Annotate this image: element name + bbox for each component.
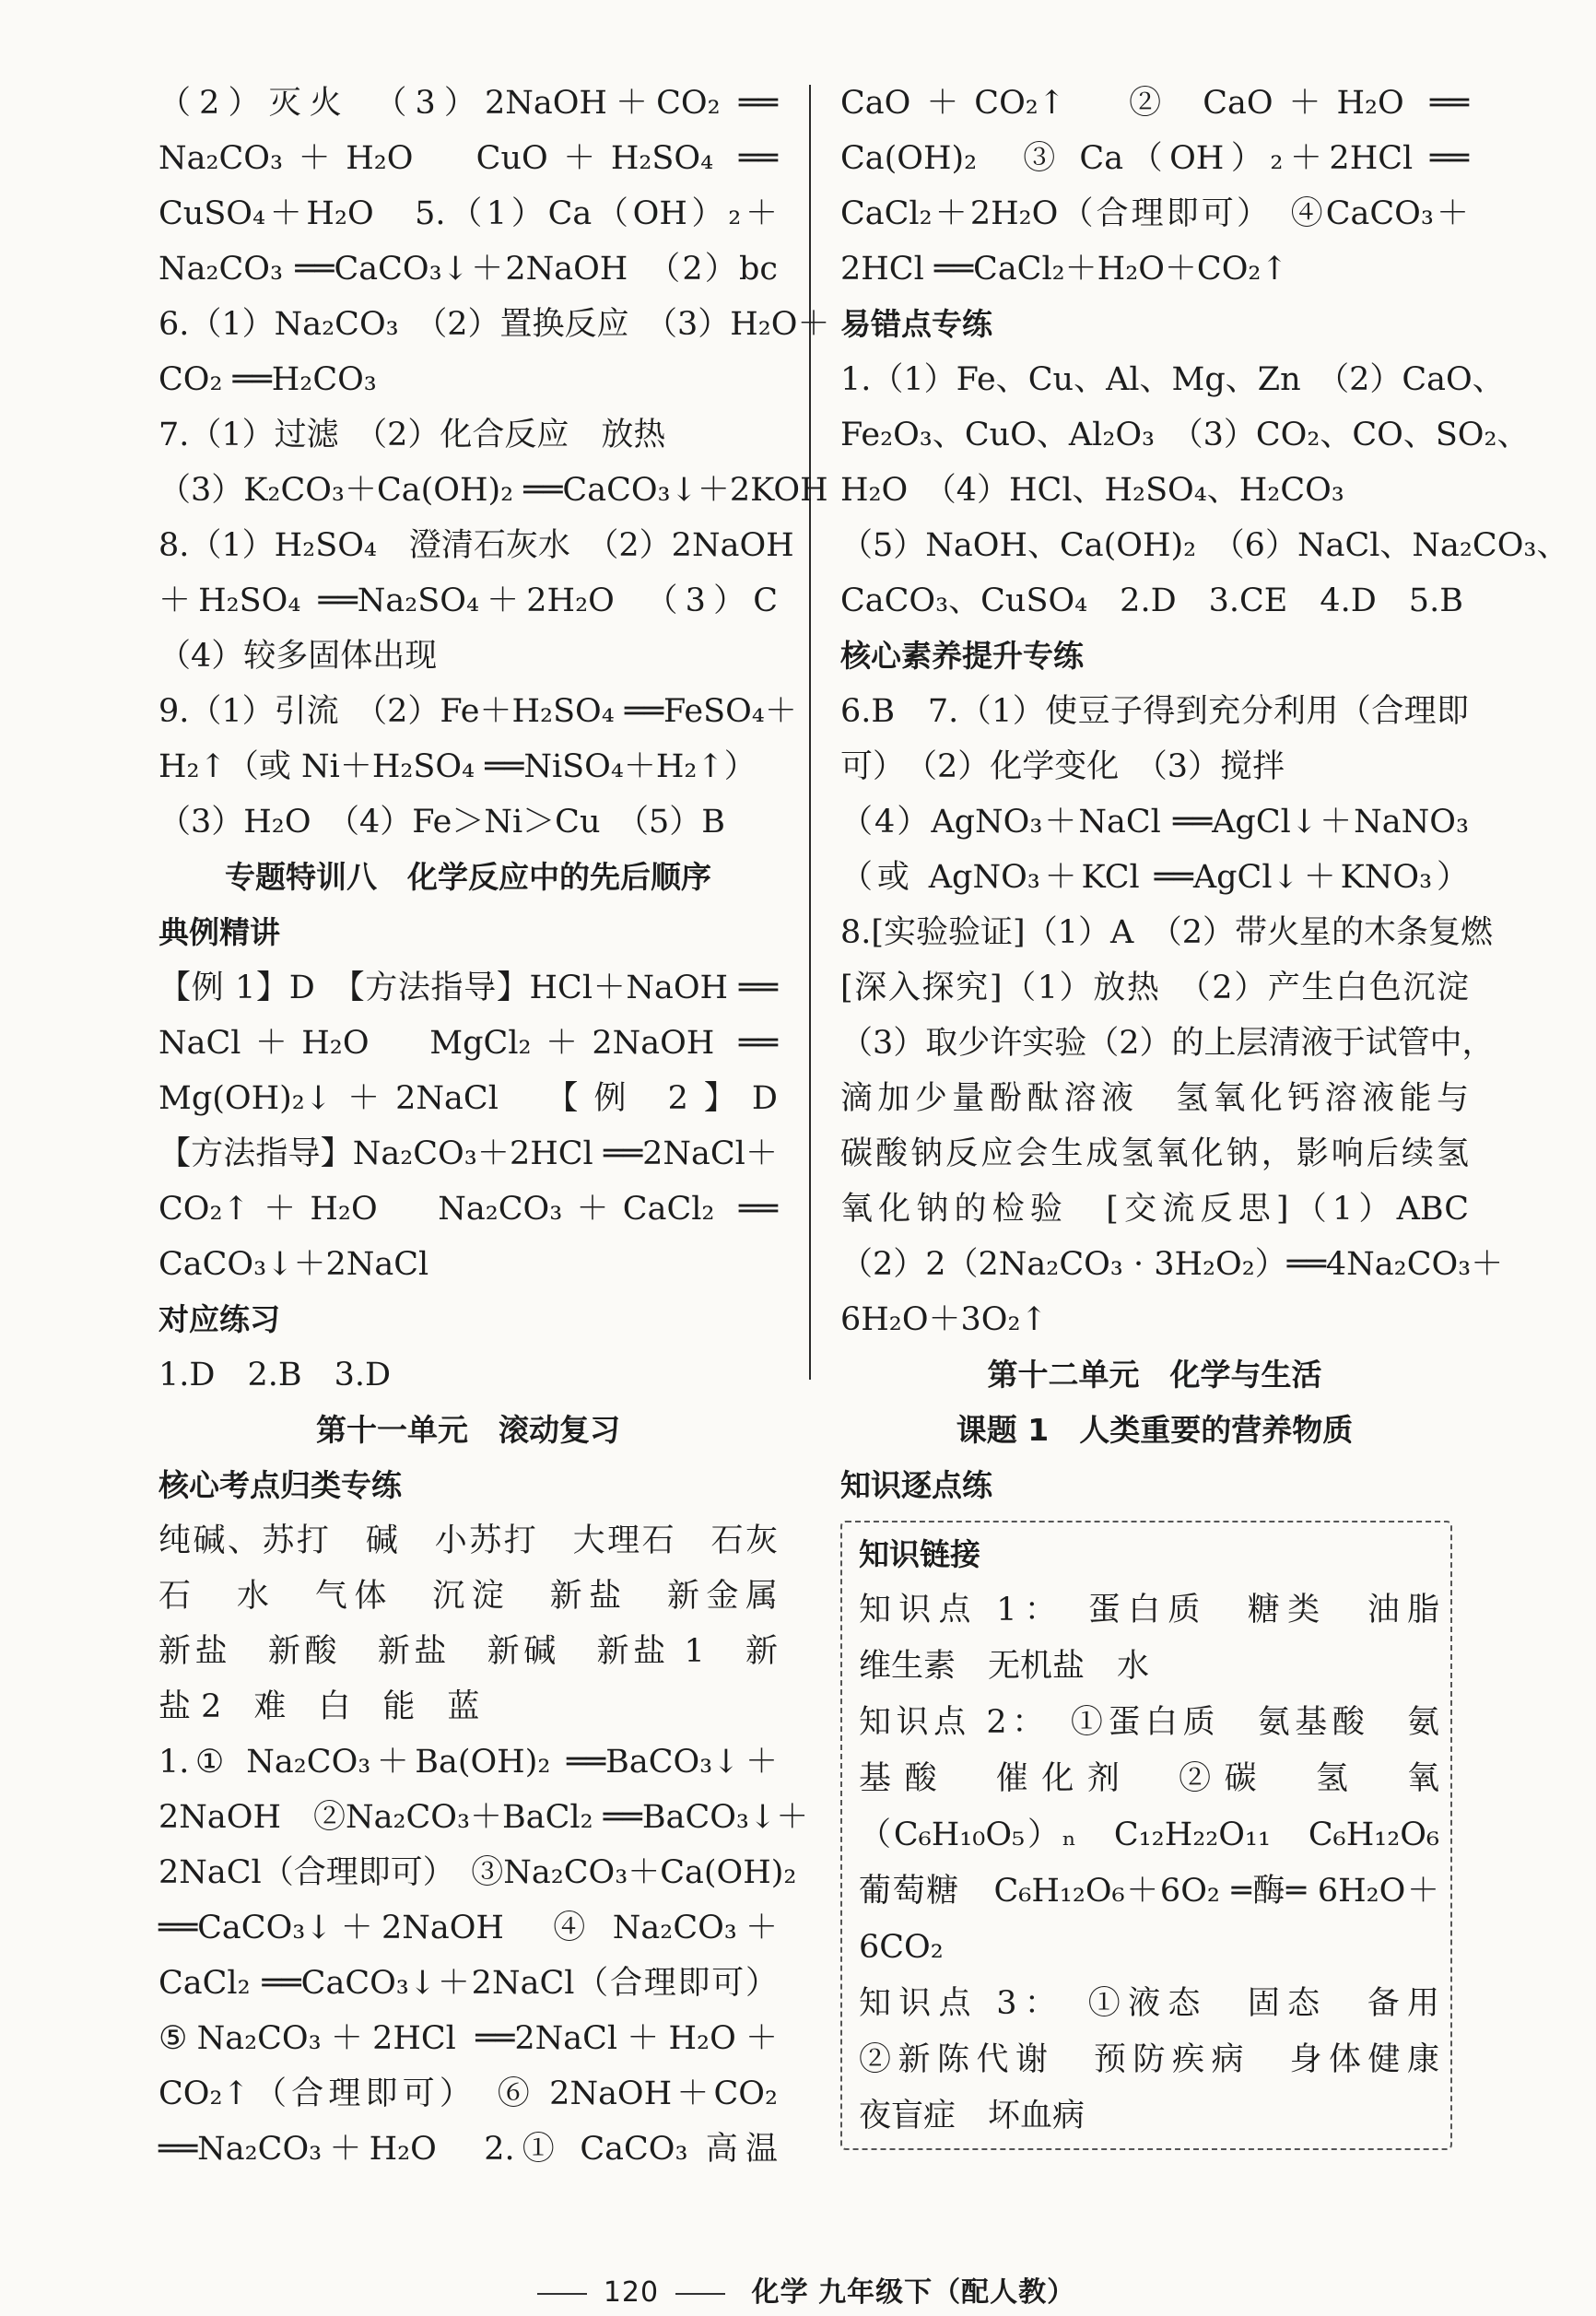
right-column — [840, 76, 1569, 2150]
answer-line: （3）K₂CO₃＋Ca(OH)₂ ══CaCO₃↓＋2KOH — [158, 472, 828, 509]
answer-line: CaCl₂ ══CaCO₃↓＋2NaCl（合理即可） — [158, 1965, 778, 2002]
subsection-title: 知识逐点练 — [840, 1467, 992, 1503]
answer-line: 纯碱、苏打 碱 小苏打 大理石 石灰 — [158, 1522, 778, 1559]
section-title: 专题特训八 化学反应中的先后顺序 — [225, 859, 711, 895]
answer-line: Mg(OH)₂↓＋2NaCl 【例 2】D — [158, 1080, 778, 1117]
answer-line: CaO＋CO₂↑ ② CaO＋H₂O ══ — [840, 85, 1469, 122]
answer-line: CaCO₃、CuSO₄ 2.D 3.CE 4.D 5.B — [840, 582, 1463, 619]
answer-line: CuSO₄＋H₂O 5.（1）Ca（OH）₂＋ — [158, 195, 778, 232]
footer-dash — [537, 2293, 587, 2295]
answer-line: （4）AgNO₃＋NaCl ══AgCl↓＋NaNO₃ — [840, 804, 1469, 841]
knowledge-line: 知识点 2： ①蛋白质 氨基酸 氨 — [859, 1704, 1439, 1741]
answer-line: （2）2（2Na₂CO₃ · 3H₂O₂）══4Na₂CO₃＋ — [840, 1246, 1504, 1283]
answer-line: 2NaOH ②Na₂CO₃＋BaCl₂ ══BaCO₃↓＋ — [158, 1799, 809, 1836]
answer-line: ＋H₂SO₄ ══Na₂SO₄＋2H₂O （3）C — [158, 582, 778, 619]
knowledge-line: 6CO₂ — [859, 1929, 944, 1966]
answer-line: ══Na₂CO₃＋H₂O 2.① CaCO₃ 高温 — [158, 2131, 778, 2168]
lesson-title: 课题 1 人类重要的营养物质 — [956, 1412, 1354, 1448]
subsection-title: 核心素养提升专练 — [840, 638, 1084, 674]
answer-line: 新盐 新酸 新盐 新碱 新盐 1 新 — [158, 1633, 778, 1670]
page-footer — [0, 2269, 1596, 2310]
footer-dash — [675, 2293, 725, 2295]
answer-line: 2NaCl（合理即可） ③Na₂CO₃＋Ca(OH)₂ — [158, 1854, 797, 1891]
subsection-title: 典例精讲 — [158, 914, 280, 950]
answer-line: CO₂↑＋H₂O Na₂CO₃＋CaCl₂ ══ — [158, 1191, 778, 1228]
knowledge-line: 知识点 3： ①液态 固态 备用 — [859, 1985, 1439, 2022]
subsection-title: 对应练习 — [158, 1301, 280, 1337]
knowledge-line: 葡萄糖 C₆H₁₂O₆＋6O₂ ═酶═ 6H₂O＋ — [859, 1873, 1439, 1910]
answer-line: CaCO₃↓＋2NaCl — [158, 1246, 429, 1283]
answer-line: 氧化钠的检验 [交流反思]（1）ABC — [840, 1191, 1469, 1228]
answer-line: （或 AgNO₃＋KCl ══AgCl↓＋KNO₃） — [840, 859, 1469, 896]
answer-line: 石 水 气体 沉淀 新盐 新金属 — [158, 1578, 778, 1615]
answer-line: NaCl＋H₂O MgCl₂＋2NaOH ══ — [158, 1025, 778, 1062]
answer-line: 1.（1）Fe、Cu、Al、Mg、Zn （2）CaO、 — [840, 361, 1505, 398]
answer-line: ══CaCO₃↓＋2NaOH ④ Na₂CO₃＋ — [158, 1910, 778, 1946]
knowledge-line: （C₆H₁₀O₅）ₙ C₁₂H₂₂O₁₁ C₆H₁₂O₆ — [859, 1816, 1439, 1853]
footer-grade: 九年级下（配人教） — [818, 2276, 1076, 2309]
unit-title: 第十二单元 化学与生活 — [987, 1357, 1322, 1393]
page-number: 120 — [603, 2276, 660, 2309]
answer-line: 1.D 2.B 3.D — [158, 1357, 392, 1393]
answer-line: 可） （2）化学变化 （3）搅拌 — [840, 748, 1285, 785]
answer-line: 9.（1）引流 （2）Fe＋H₂SO₄ ══FeSO₄＋ — [158, 693, 797, 730]
answer-line: H₂O （4）HCl、H₂SO₄、H₂CO₃ — [840, 472, 1344, 509]
answer-line: 6.B 7.（1）使豆子得到充分利用（合理即 — [840, 693, 1469, 730]
answer-line: ⑤Na₂CO₃＋2HCl ══2NaCl＋H₂O＋ — [158, 2020, 778, 2057]
answer-line: Ca(OH)₂ ③ Ca（OH）₂＋2HCl ══ — [840, 140, 1469, 177]
answer-line: 【例 1】D 【方法指导】HCl＋NaOH ══ — [158, 970, 778, 1006]
answer-line: 1.① Na₂CO₃＋Ba(OH)₂ ══BaCO₃↓＋ — [158, 1744, 778, 1781]
knowledge-line: 维生素 无机盐 水 — [859, 1648, 1150, 1685]
knowledge-line: ②新陈代谢 预防疾病 身体健康 — [859, 2041, 1439, 2078]
answer-line: （3）取少许实验（2）的上层清液于试管中， — [840, 1025, 1495, 1062]
answer-line: 【方法指导】Na₂CO₃＋2HCl ══2NaCl＋ — [158, 1135, 778, 1172]
knowledge-box — [840, 1521, 1452, 2150]
answer-line: 7.（1）过滤 （2）化合反应 放热 — [158, 417, 666, 453]
answer-line: （2）灭火 （3）2NaOH＋CO₂ ══ — [158, 85, 778, 122]
answer-line: CO₂ ══H₂CO₃ — [158, 361, 377, 398]
answer-line: Na₂CO₃ ══CaCO₃↓＋2NaOH （2）bc — [158, 251, 778, 288]
answer-line: 6.（1）Na₂CO₃ （2）置换反应 （3）H₂O＋ — [158, 306, 830, 343]
knowledge-line: 夜盲症 坏血病 — [859, 2098, 1086, 2134]
answer-line: CaCl₂＋2H₂O（合理即可） ④CaCO₃＋ — [840, 195, 1469, 232]
column-divider — [809, 85, 811, 1380]
answer-line: Na₂CO₃＋H₂O CuO＋H₂SO₄ ══ — [158, 140, 778, 177]
answer-line: （5）NaOH、Ca(OH)₂ （6）NaCl、Na₂CO₃、 — [840, 527, 1569, 564]
answer-line: （4）较多固体出现 — [158, 638, 438, 675]
answer-line: （3）H₂O （4）Fe＞Ni＞Cu （5）B — [158, 804, 725, 841]
subsection-title: 核心考点归类专练 — [158, 1467, 402, 1503]
knowledge-line: 知识点 1： 蛋白质 糖类 油脂 — [859, 1592, 1439, 1628]
answer-line: 滴加少量酚酞溶液 氢氧化钙溶液能与 — [840, 1080, 1469, 1117]
knowledge-line: 基酸 催化剂 ②碳 氢 氧 — [859, 1760, 1439, 1797]
footer-subject: 化学 — [751, 2276, 809, 2309]
answer-line: 盐 2 难 白 能 蓝 — [158, 1688, 480, 1725]
knowledge-box-title: 知识链接 — [859, 1536, 980, 1572]
answer-line: [深入探究]（1）放热 （2）产生白色沉淀 — [840, 970, 1469, 1006]
answer-line: H₂↑（或 Ni＋H₂SO₄ ══NiSO₄＋H₂↑） — [158, 748, 757, 785]
answer-line: 8.（1）H₂SO₄ 澄清石灰水 （2）2NaOH — [158, 527, 794, 564]
answer-line: 碳酸钠反应会生成氢氧化钠，影响后续氢 — [840, 1135, 1469, 1172]
answer-line: 2HCl ══CaCl₂＋H₂O＋CO₂↑ — [840, 251, 1288, 288]
left-column — [158, 76, 830, 2177]
answer-line: 8.[实验验证]（1）A （2）带火星的木条复燃 — [840, 914, 1494, 951]
subsection-title: 易错点专练 — [840, 306, 992, 342]
answer-line: CO₂↑（合理即可） ⑥ 2NaOH＋CO₂ — [158, 2075, 778, 2112]
answer-line: 6H₂O＋3O₂↑ — [840, 1301, 1048, 1338]
unit-title: 第十一单元 滚动复习 — [316, 1412, 620, 1448]
answer-line: Fe₂O₃、CuO、Al₂O₃ （3）CO₂、CO、SO₂、 — [840, 417, 1530, 453]
